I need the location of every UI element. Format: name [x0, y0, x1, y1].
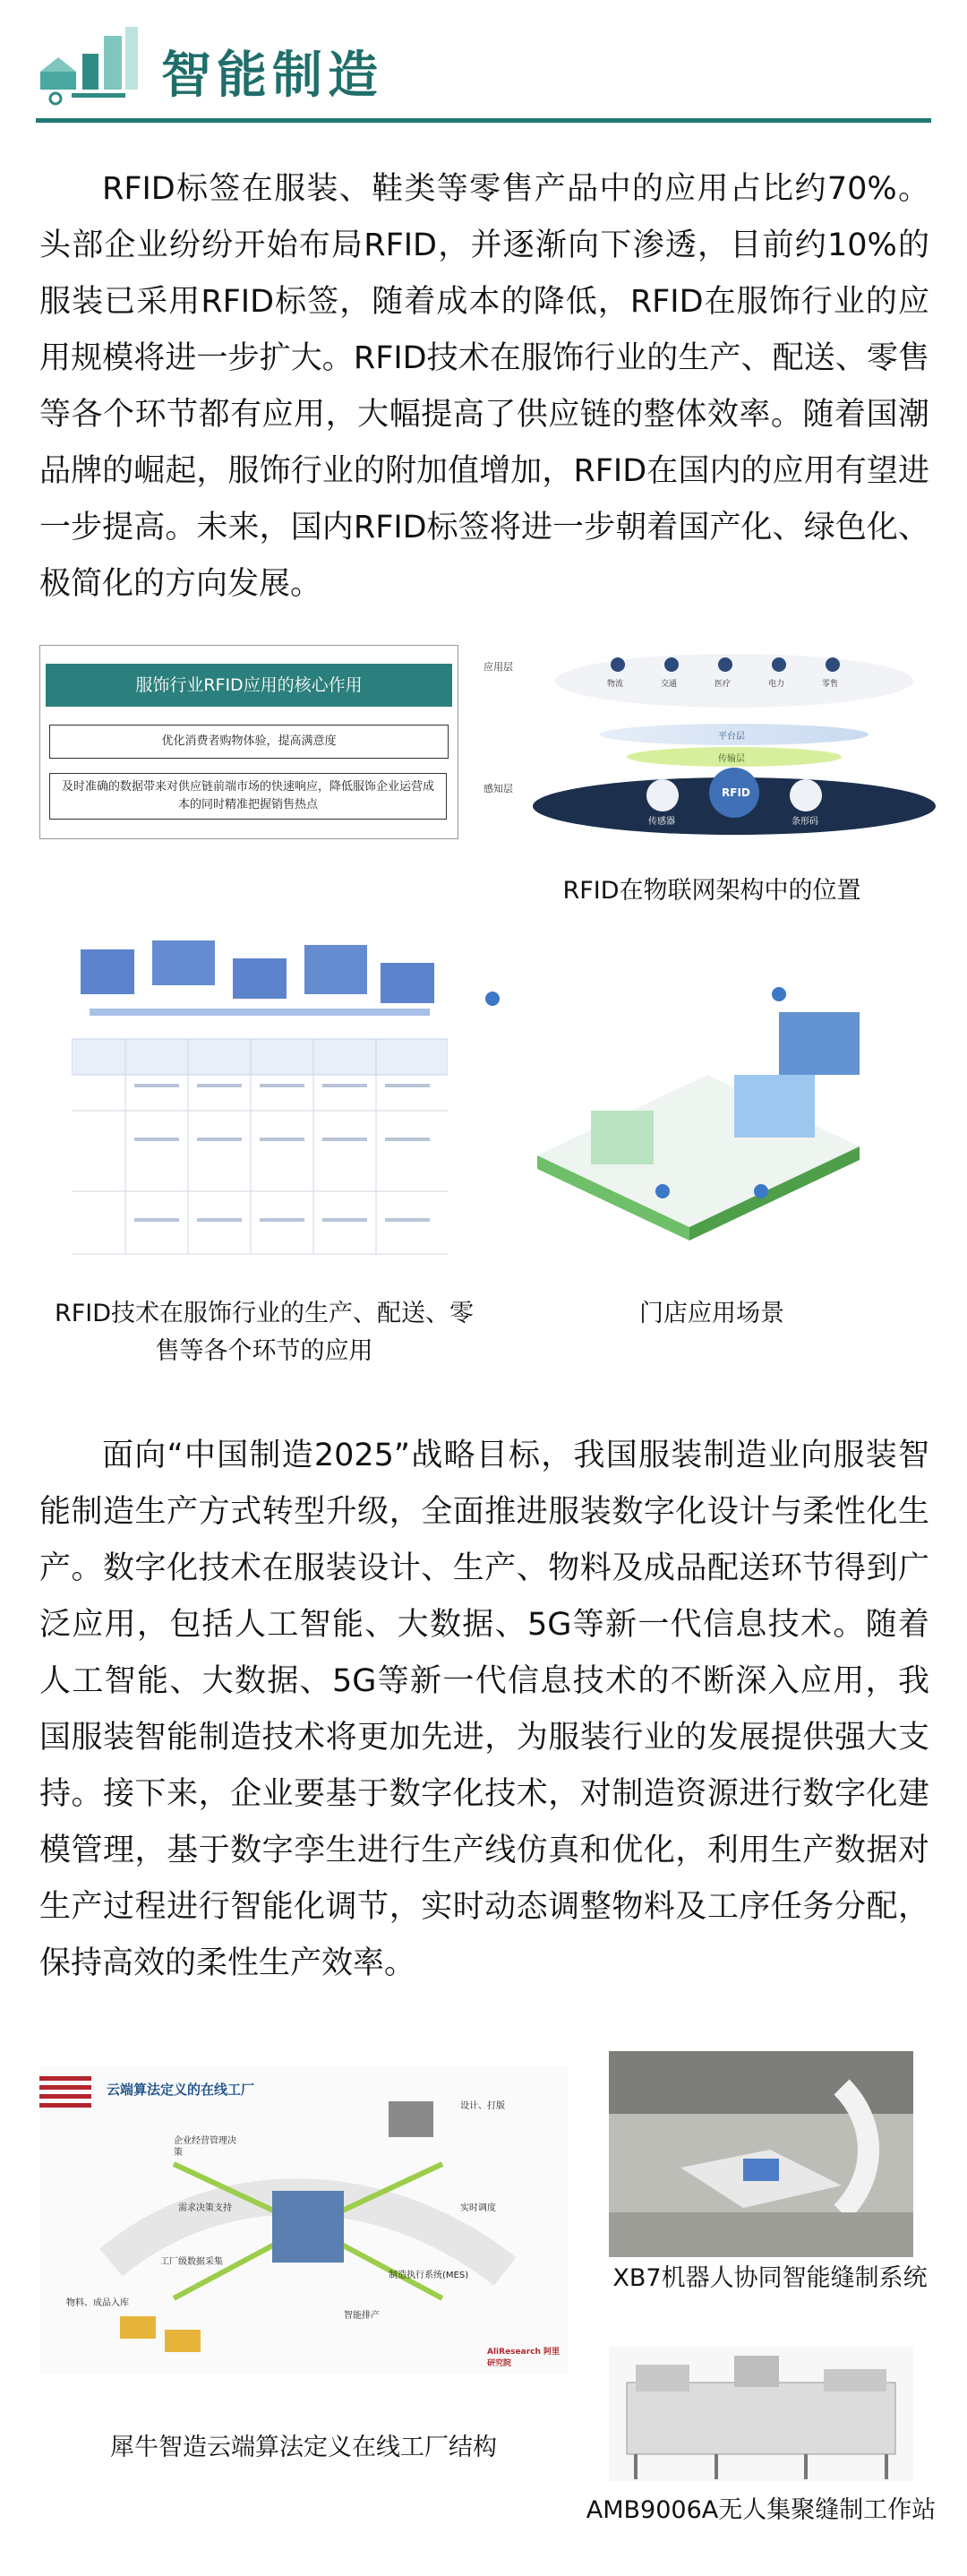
store-diagram-graphic: [484, 976, 940, 1245]
manufacturing-text: 面向“中国制造2025”战略目标，我国服装制造业向服装智能制造生产方式转型升级，全面推进服装数字化设计与柔性化生产。数字化技术在服装设计、生产、物料及成品配送环节得到广泛应用，包括人工智能、大数据、5G等新一代信息技术。随着人工智能、大数据、5G等新一代信息技术的不断深入应用，我国服装智能制造技术将更加先进，为服装行业的发展提供强大支持。接下来，企业要基于数字化技术，对制造资源进行数字化建模管理，基于数字孪生进行生产线仿真和优化，利用生产数据对生产过程进行智能化调节，实时动态调整物料及工序任务分配，保持高效的柔性生产效率。: [39, 1438, 929, 1981]
app-item-power: 电力: [768, 680, 785, 689]
amb-caption: AMB9006A无人集聚缝制工作站: [586, 2496, 937, 2524]
cloud-diagram-title: 云端算法定义的在线工厂: [107, 2082, 255, 2098]
core-function-title: 服饰行业RFID应用的核心作用: [46, 664, 452, 707]
rfid-node-label: RFID: [722, 786, 750, 799]
xb7-photo-graphic: [609, 2051, 913, 2257]
cloud-factory-graphic: [39, 2065, 568, 2374]
amb-workstation-photo: [609, 2347, 913, 2481]
store-caption: 门店应用场景: [639, 1300, 784, 1327]
perception-layer-label: 感知层: [484, 783, 513, 794]
cloud-factory-caption: 犀牛智造云端算法定义在线工厂结构: [110, 2434, 497, 2461]
sensor-node-label: 传感器: [648, 817, 675, 827]
cloud-label-planning: 智能排产: [344, 2311, 380, 2321]
app-item-logistics: 物流: [607, 680, 624, 689]
cloud-label-mes: 制造执行系统(MES): [389, 2271, 469, 2280]
iot-architecture-diagram: [484, 645, 940, 842]
transport-layer-label: 传输层: [718, 754, 745, 764]
intro-text: RFID标签在服装、鞋类等零售产品中的应用占比约70%。头部企业纷纷开始布局RFID，并逐渐向下渗透，目前约10%的服装已采用RFID标签，随着成本的降低，RFID在服饰行业的应用规模将进一步扩大。RFID技术在服饰行业的生产、配送、零售等各个环节都有应用，大幅提高了供应链的整体效率。随着国潮品牌的崛起，服饰行业的附加值增加，RFID在国内的应用有望进一步提高。未来，国内RFID标签将进一步朝着国产化、绿色化、极简化的方向发展。: [39, 171, 929, 602]
intro-paragraph: [39, 161, 929, 613]
section-header: [0, 0, 967, 125]
cloud-label-scheduling: 实时调度: [460, 2203, 496, 2213]
app-layer-label: 应用层: [484, 661, 513, 673]
core-function-item-1: 优化消费者购物体验，提高满意度: [49, 725, 449, 759]
manufacturing-paragraph: [39, 1428, 929, 1992]
cloud-label-warehouse: 物料、成品入库: [66, 2298, 129, 2308]
xb7-caption: XB7机器人协同智能缝制系统: [612, 2264, 928, 2292]
store-scenario-diagram: [484, 976, 940, 1245]
production-diagram-graphic: [72, 932, 448, 1272]
app-item-medical: 医疗: [715, 680, 732, 689]
cloud-label-management: 企业经营管理决策: [174, 2136, 236, 2158]
iot-caption: RFID在物联网架构中的位置: [562, 877, 861, 905]
page-title: 智能制造: [161, 47, 383, 105]
production-caption: RFID技术在服饰行业的生产、配送、零售等各个环节的应用: [54, 1300, 475, 1365]
production-application-diagram: [72, 932, 448, 1272]
iot-diagram-graphic: [484, 645, 940, 842]
app-item-retail: 零售: [822, 680, 839, 689]
amb-photo-graphic: [609, 2347, 913, 2481]
barcode-node-label: 条形码: [792, 817, 818, 827]
cloud-factory-diagram: [39, 2065, 568, 2374]
cloud-label-data-collection: 工厂级数据采集: [160, 2257, 223, 2267]
xb7-robot-photo: [609, 2051, 913, 2257]
cloud-label-design: 设计、打版: [460, 2101, 505, 2111]
app-item-transport: 交通: [661, 680, 678, 689]
factory-logo-icon: [36, 20, 152, 109]
header-divider: [36, 118, 931, 123]
core-function-item-2: 及时准确的数据带来对供应链前端市场的快速响应，降低服饰企业运营成本的同时精准把握销售热点: [49, 773, 447, 820]
platform-layer-label: 平台层: [718, 732, 745, 742]
core-function-box: [39, 645, 458, 839]
cloud-label-demand: 需求决策支持: [178, 2203, 232, 2213]
cloud-brand-label: AliResearch 阿里研究院: [487, 2348, 561, 2368]
